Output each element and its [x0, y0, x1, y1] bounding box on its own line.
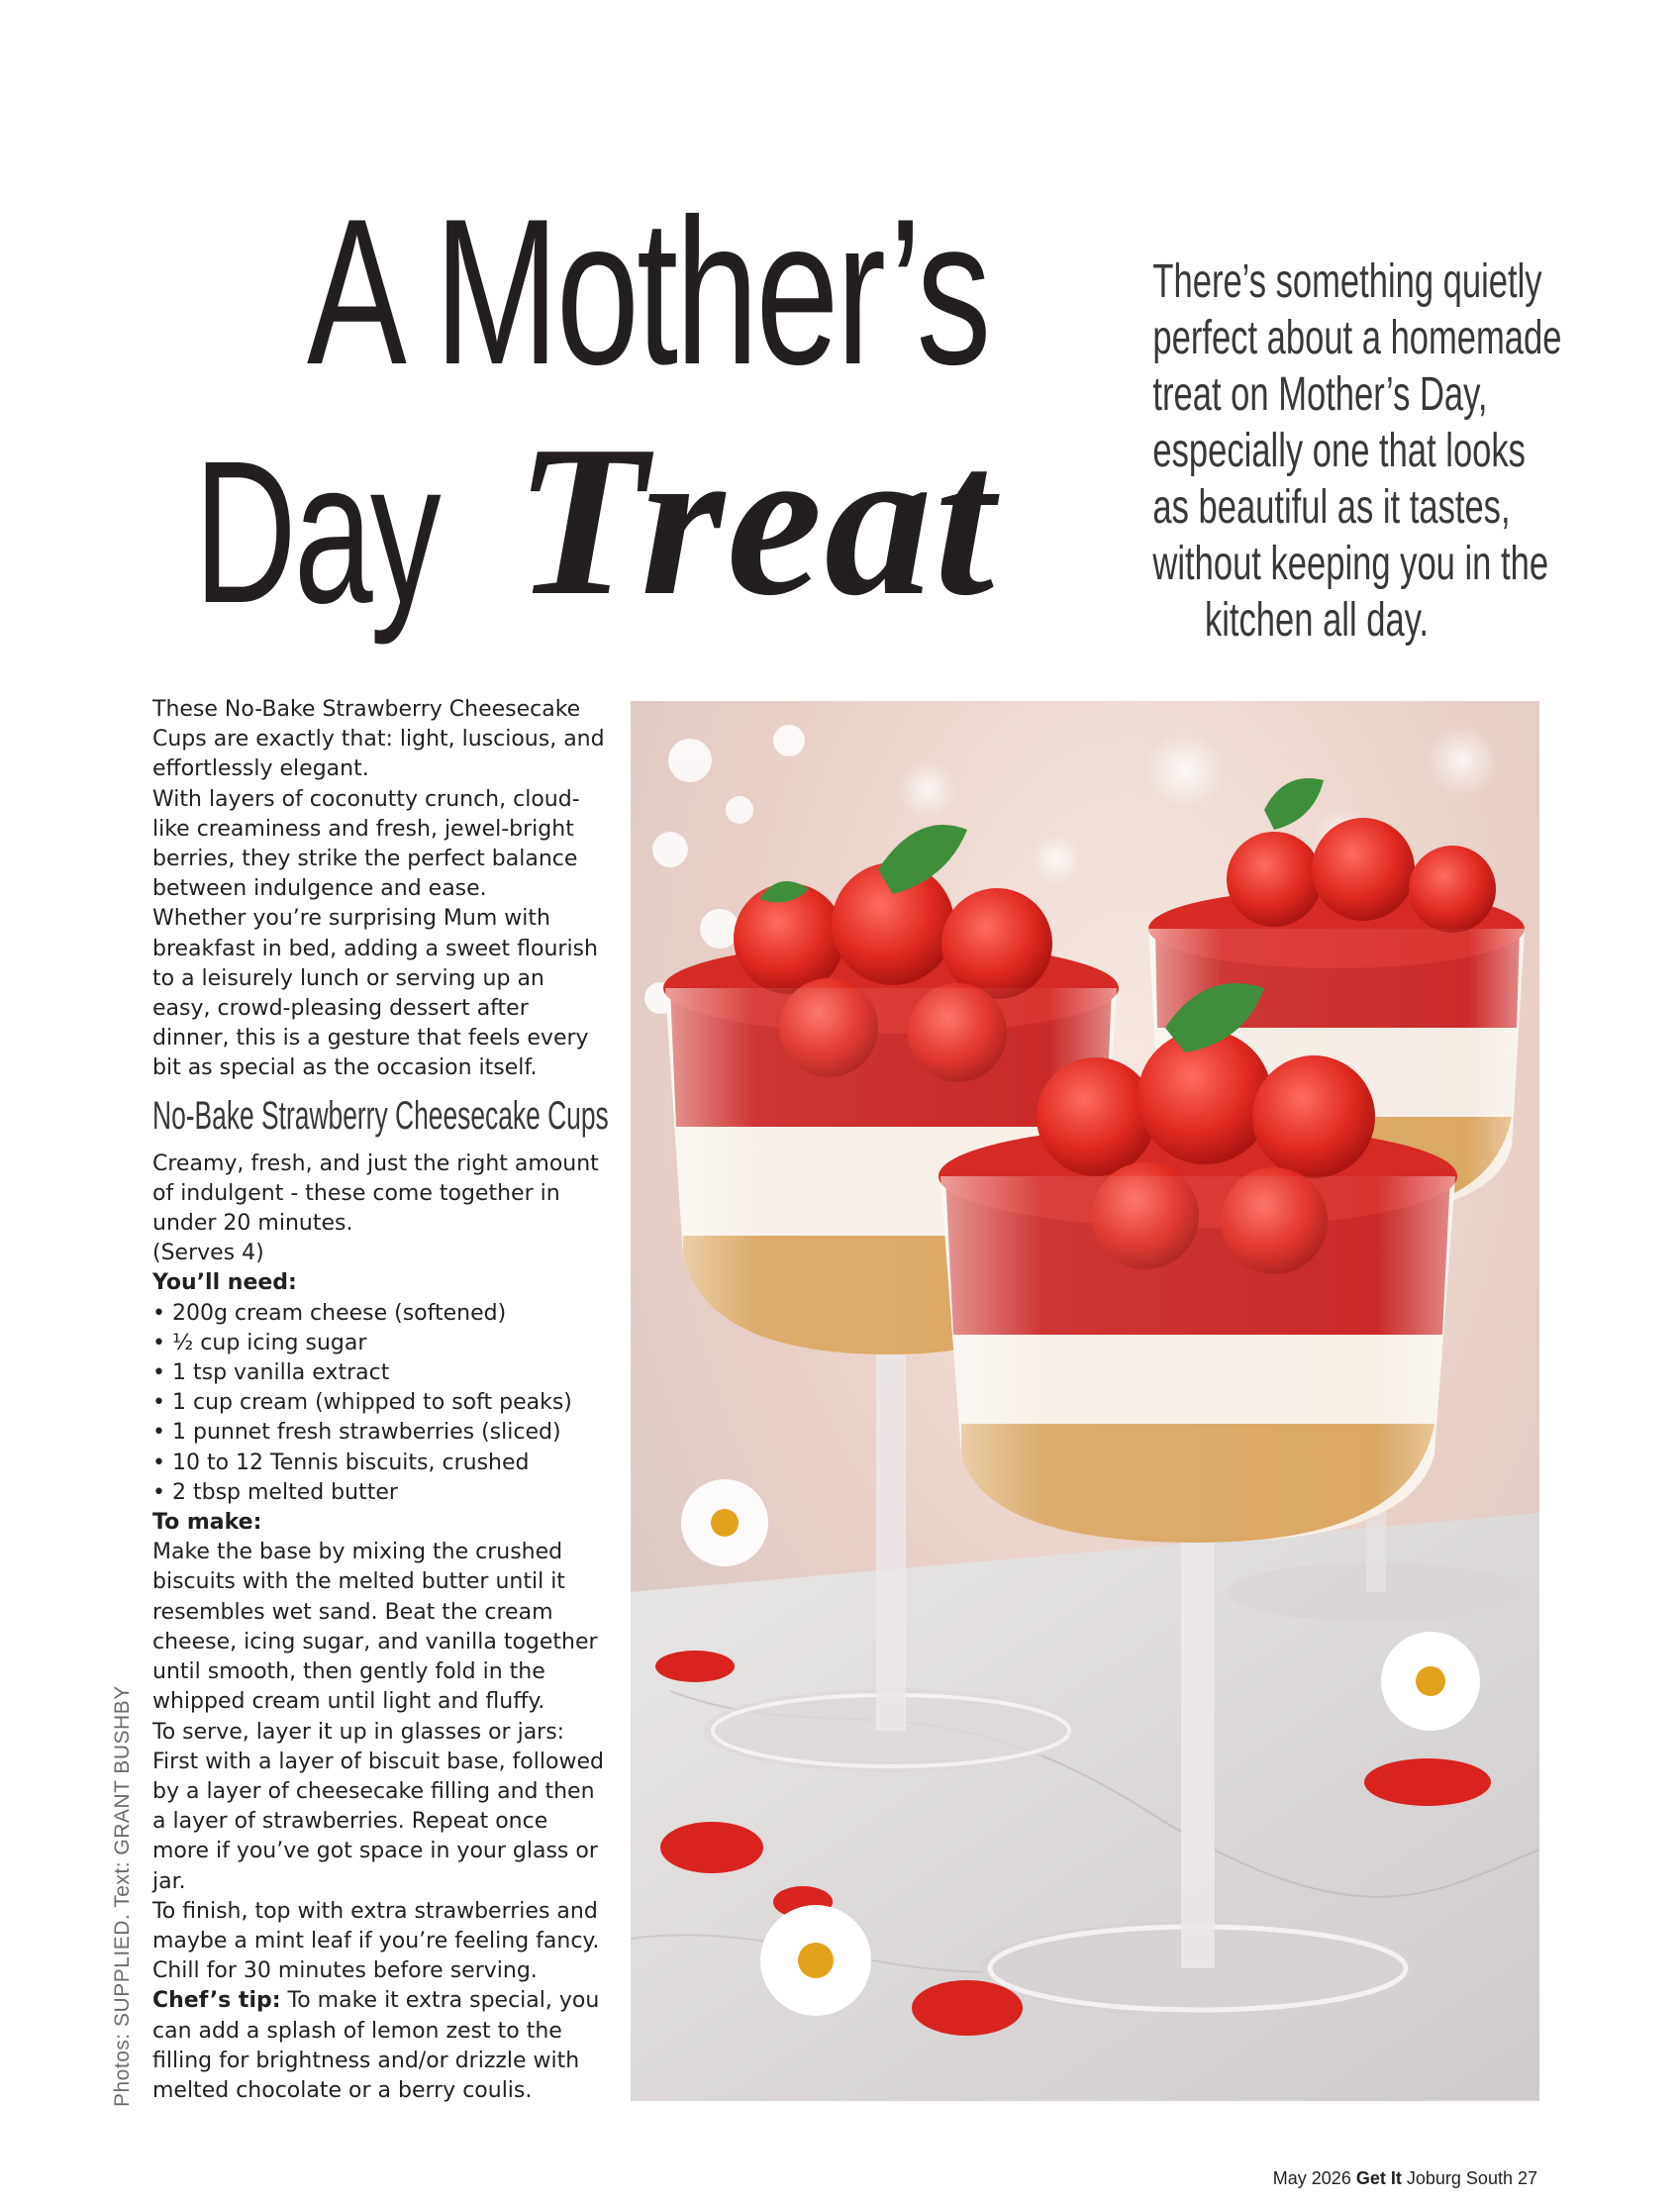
ingredients-list	[152, 1299, 608, 1508]
body-paragraph: With layers of coconutty crunch, cloud-like creaminess and fresh, jewel-bright berries, they strike the perfect balance between indulgence and ease.	[152, 786, 580, 902]
chefs-tip	[152, 1986, 608, 2106]
body-paragraph: These No-Bake Strawberry Cheesecake Cups are exactly that: light, luscious, and effortlessly elegant.	[152, 697, 605, 782]
intro-standfirst	[1089, 253, 1562, 649]
ingredient-item: • 1 cup cream (whipped to soft peaks)	[152, 1388, 608, 1418]
method-step: To serve, layer it up in glasses or jars: First with a layer of biscuit base, followed by a layer of cheesecake filling and then a layer of strawberries. Repeat once more if you’ve got space in your glass or jar.	[152, 1719, 604, 1894]
recipe-title: No-Bake Strawberry Cheesecake Cups	[152, 1093, 609, 1138]
page-folio	[1273, 2168, 1537, 2189]
dessert-photo	[631, 701, 1539, 2101]
method-step: To finish, top with extra strawberries and maybe a mint leaf if you’re feeling fancy. Chill for 30 minutes before serving.	[152, 1898, 600, 1984]
folio-brand: Get It	[1355, 2168, 1402, 2188]
recipe-serves: (Serves 4)	[152, 1241, 264, 1266]
ingredient-item: • ½ cup icing sugar	[152, 1329, 608, 1358]
folio-date: May 2026	[1272, 2168, 1351, 2188]
ingredient-item: • 10 to 12 Tennis biscuits, crushed	[152, 1449, 608, 1478]
ingredient-item: • 2 tbsp melted butter	[152, 1478, 608, 1508]
photo-credit: Photos: SUPPLIED. Text: GRANT BUSHBY	[111, 1685, 134, 2107]
chefs-tip-text: To make it extra special, you can add a splash of lemon zest to the filling for brightness and/or drizzle with melted chocolate or a berry coulis.	[152, 1988, 600, 2103]
strawberry-cheesecake-cups-illustration	[631, 701, 1539, 2101]
intro-line: perfect about a homemade	[1152, 312, 1562, 364]
intro-line: treat on Mother’s Day,	[1152, 368, 1488, 421]
article-body	[152, 695, 608, 2106]
recipe-intro: Creamy, fresh, and just the right amount of indulgent - these come together in under 20 minutes.	[152, 1151, 599, 1237]
intro-line: There’s something quietly	[1152, 255, 1542, 308]
folio-edition: Joburg South 27	[1406, 2168, 1537, 2188]
method-step: Make the base by mixing the crushed biscuits with the melted butter until it resembles wet sand. Beat the cream cheese, icing sugar, and vanilla together until smooth, then gently fold in the whipped cream until light and fluffy.	[152, 1540, 598, 1715]
body-paragraph: Whether you’re surprising Mum with breakfast in bed, adding a sweet flourish to a leisurely lunch or serving up an easy, crowd-pleasing dessert after dinner, this is a gesture that feels every bit as special as the occasion itself.	[152, 906, 598, 1081]
intro-line: kitchen all day.	[1204, 594, 1430, 647]
chefs-tip-label: Chef’s tip:	[152, 1988, 281, 2014]
intro-line: especially one that looks	[1152, 425, 1526, 477]
intro-line: as beautiful as it tastes,	[1152, 481, 1511, 534]
headline-line-1: A Mother’s	[307, 175, 989, 408]
ingredients-heading: You’ll need:	[152, 1270, 297, 1296]
method-heading: To make:	[152, 1510, 262, 1536]
ingredient-item: • 1 punnet fresh strawberries (sliced)	[152, 1418, 608, 1448]
headline-day: Day	[194, 419, 439, 646]
ingredient-item: • 1 tsp vanilla extract	[152, 1358, 608, 1388]
ingredient-item: • 200g cream cheese (softened)	[152, 1299, 608, 1329]
headline-treat: Treat	[515, 402, 997, 641]
intro-line: without keeping you in the	[1152, 538, 1549, 590]
